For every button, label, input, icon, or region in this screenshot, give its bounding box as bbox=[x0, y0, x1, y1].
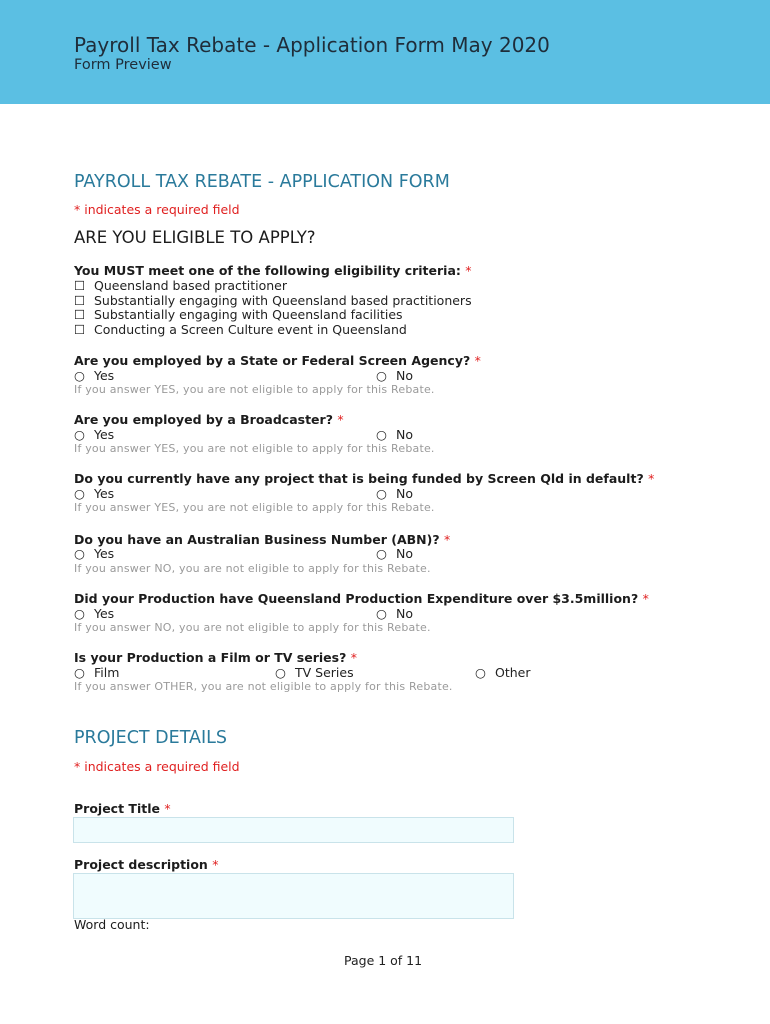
criteria-option-4[interactable] bbox=[74, 322, 407, 337]
criteria-option-label: Queensland based practitioner bbox=[94, 278, 287, 293]
radio-label: No bbox=[396, 368, 413, 383]
radio-label: Yes bbox=[94, 606, 115, 621]
radio-label: Other bbox=[495, 665, 531, 680]
radio-label: No bbox=[396, 486, 413, 501]
radio-label: No bbox=[396, 606, 413, 621]
header-banner bbox=[0, 0, 770, 104]
radio-no[interactable] bbox=[376, 486, 413, 501]
radio-label: Yes bbox=[94, 427, 115, 442]
required-star: * bbox=[648, 471, 655, 486]
radio-label: Yes bbox=[94, 546, 115, 561]
radio-tv-series[interactable] bbox=[275, 665, 354, 680]
question-text: Did your Production have Queensland Production Expenditure over $3.5million? bbox=[74, 591, 639, 606]
radio-icon[interactable]: ○ bbox=[376, 606, 387, 621]
radio-no[interactable] bbox=[376, 368, 413, 383]
radio-label: No bbox=[396, 546, 413, 561]
required-star: * bbox=[474, 353, 481, 368]
radio-icon[interactable]: ○ bbox=[376, 546, 387, 561]
radio-yes[interactable] bbox=[74, 546, 114, 561]
field-label: Project Title bbox=[74, 801, 160, 816]
question-hint: If you answer YES, you are not eligible to apply for this Rebate. bbox=[74, 383, 435, 396]
criteria-option-3[interactable] bbox=[74, 307, 403, 322]
form-title: PAYROLL TAX REBATE - APPLICATION FORM bbox=[74, 172, 450, 192]
checkbox-icon[interactable]: ☐ bbox=[74, 292, 86, 308]
radio-icon[interactable]: ○ bbox=[376, 368, 387, 383]
required-star: * bbox=[465, 263, 472, 278]
page-title: Payroll Tax Rebate - Application Form May 2020 bbox=[74, 33, 550, 57]
checkbox-icon[interactable]: ☐ bbox=[74, 278, 86, 293]
question-text: Do you have an Australian Business Number (ABN)? bbox=[74, 532, 440, 547]
question-hint: If you answer NO, you are not eligible to apply for this Rebate. bbox=[74, 621, 431, 634]
project-title-input[interactable] bbox=[73, 817, 514, 843]
criteria-option-2[interactable] bbox=[74, 293, 472, 308]
question-default-project bbox=[74, 471, 654, 486]
radio-yes[interactable] bbox=[74, 368, 114, 383]
required-star: * bbox=[443, 532, 451, 547]
radio-label: No bbox=[396, 427, 413, 442]
radio-icon[interactable]: ○ bbox=[74, 665, 85, 680]
criteria-question-text: You MUST meet one of the following eligibility criteria: bbox=[74, 263, 461, 278]
question-broadcaster bbox=[74, 412, 344, 427]
radio-label: Yes bbox=[94, 368, 115, 383]
eligibility-heading: ARE YOU ELIGIBLE TO APPLY? bbox=[74, 228, 316, 247]
word-count-label: Word count: bbox=[74, 917, 150, 932]
required-star: * bbox=[164, 801, 171, 816]
radio-icon[interactable]: ○ bbox=[74, 606, 85, 621]
checkbox-icon[interactable]: ☐ bbox=[74, 321, 86, 337]
radio-icon[interactable]: ○ bbox=[376, 427, 387, 442]
project-description-input[interactable] bbox=[73, 873, 514, 919]
question-text: Do you currently have any project that is being funded by Screen Qld in default? bbox=[74, 471, 644, 486]
question-abn bbox=[74, 532, 450, 547]
criteria-option-1[interactable] bbox=[74, 278, 287, 293]
question-hint: If you answer YES, you are not eligible to apply for this Rebate. bbox=[74, 501, 435, 514]
project-description-label bbox=[74, 857, 218, 872]
radio-icon[interactable]: ○ bbox=[376, 486, 387, 501]
question-hint: If you answer OTHER, you are not eligible to apply for this Rebate. bbox=[74, 680, 453, 693]
required-star: * bbox=[337, 412, 344, 427]
radio-yes[interactable] bbox=[74, 486, 114, 501]
radio-no[interactable] bbox=[376, 546, 413, 561]
required-star: * bbox=[642, 591, 649, 606]
field-label: Project description bbox=[74, 857, 208, 872]
project-title-label bbox=[74, 801, 171, 816]
question-state-agency bbox=[74, 353, 481, 368]
criteria-option-label: Conducting a Screen Culture event in Queensland bbox=[94, 321, 407, 337]
required-star: * bbox=[350, 650, 357, 665]
criteria-option-label: Substantially engaging with Queensland based practitioners bbox=[94, 292, 472, 308]
page-subtitle: Form Preview bbox=[74, 57, 172, 73]
radio-other[interactable] bbox=[475, 665, 531, 680]
required-star: * bbox=[212, 857, 219, 872]
question-text: Are you employed by a State or Federal Screen Agency? bbox=[74, 353, 471, 368]
radio-yes[interactable] bbox=[74, 606, 114, 621]
radio-icon[interactable]: ○ bbox=[475, 665, 486, 680]
radio-icon[interactable]: ○ bbox=[74, 427, 85, 442]
criteria-option-label: Substantially engaging with Queensland facilities bbox=[94, 307, 403, 322]
radio-icon[interactable]: ○ bbox=[275, 665, 286, 680]
radio-film[interactable] bbox=[74, 665, 119, 680]
page-number: Page 1 of 11 bbox=[344, 953, 423, 968]
project-details-title: PROJECT DETAILS bbox=[74, 728, 228, 748]
radio-no[interactable] bbox=[376, 606, 413, 621]
question-text: Are you employed by a Broadcaster? bbox=[74, 412, 333, 427]
radio-label: Yes bbox=[94, 486, 115, 501]
radio-icon[interactable]: ○ bbox=[74, 486, 85, 501]
radio-yes[interactable] bbox=[74, 427, 114, 442]
question-production-type bbox=[74, 650, 357, 665]
required-note: * indicates a required field bbox=[74, 202, 240, 217]
question-expenditure bbox=[74, 591, 649, 606]
radio-no[interactable] bbox=[376, 427, 413, 442]
question-text: Is your Production a Film or TV series? bbox=[74, 650, 347, 665]
checkbox-icon[interactable]: ☐ bbox=[74, 307, 86, 322]
radio-label: Film bbox=[94, 665, 120, 680]
radio-icon[interactable]: ○ bbox=[74, 368, 85, 383]
question-hint: If you answer YES, you are not eligible to apply for this Rebate. bbox=[74, 442, 435, 455]
criteria-question bbox=[74, 263, 472, 278]
question-hint: If you answer NO, you are not eligible to apply for this Rebate. bbox=[74, 562, 431, 575]
radio-label: TV Series bbox=[295, 665, 354, 680]
required-note: * indicates a required field bbox=[74, 759, 240, 774]
radio-icon[interactable]: ○ bbox=[74, 546, 85, 561]
